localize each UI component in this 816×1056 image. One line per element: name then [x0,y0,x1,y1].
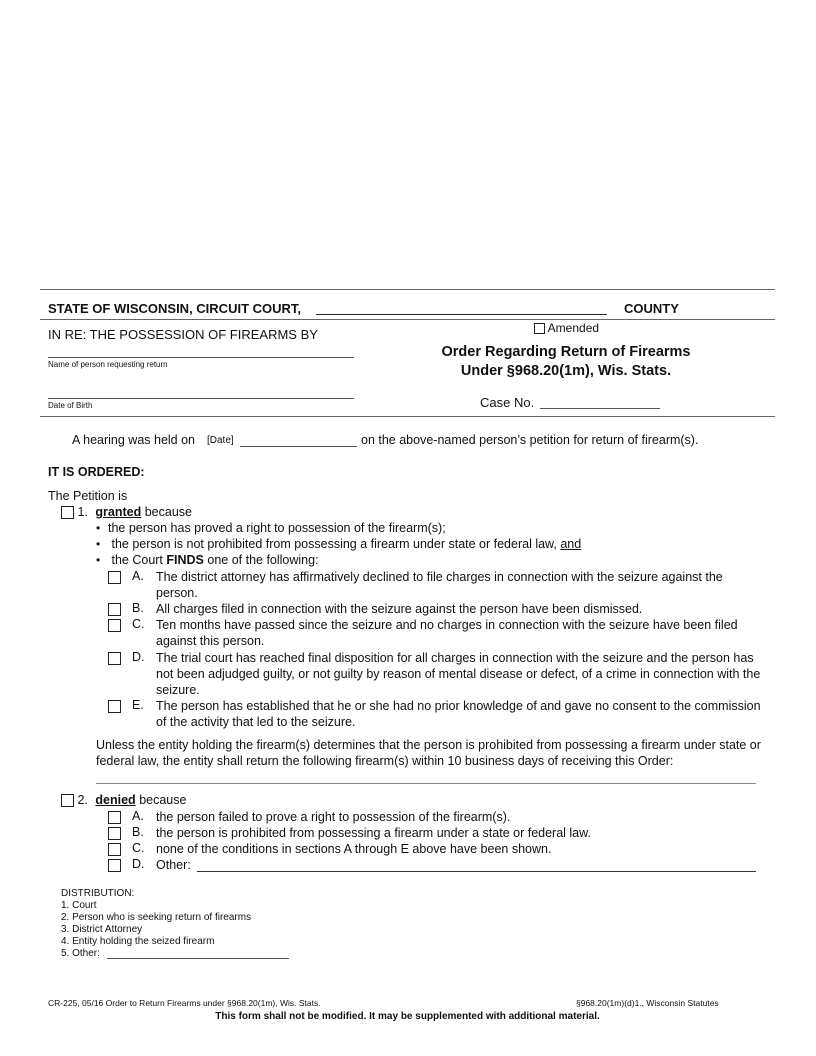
state-court-label: STATE OF WISCONSIN, CIRCUIT COURT, [48,301,302,316]
dob-field-label: Date of Birth [48,401,93,410]
county-name-field[interactable] [316,314,607,315]
denied-option-d-checkbox[interactable] [108,859,121,872]
finds-suffix: one of the following: [207,553,319,567]
denied-option-a-text: the person failed to prove a right to possession of the firearm(s). [156,810,511,824]
footer-statute: §968.20(1m)(d)1., Wisconsin Statutes [576,998,719,1008]
granted-option-c-letter: C. [132,617,145,631]
granted-bullet-3 [96,553,319,567]
form-title-line2: Under §968.20(1m), Wis. Stats. [460,363,672,379]
name-field[interactable] [48,357,354,358]
granted-checkbox[interactable] [61,506,74,519]
unless-paragraph: Unless the entity holding the firearm(s) determines that the person is prohibited from possessing a firearm under state or federal law, the entity shall return the following firearm(s) within 10 business days of receiving this Order: [96,738,761,768]
hearing-date-field[interactable] [240,446,357,447]
denied-option-d-letter: D. [132,857,145,871]
granted-option-d-letter: D. [132,650,145,664]
county-label: COUNTY [624,301,679,316]
petition-is: The Petition is [48,489,128,503]
denied-word: denied [95,793,136,807]
footer-form-id: CR-225, 05/16 Order to Return Firearms under §968.20(1m), Wis. Stats. [48,998,321,1008]
denied-because: because [139,793,187,807]
distribution-title: DISTRIBUTION: [61,888,135,899]
denied-option-a-checkbox[interactable] [108,811,121,824]
dob-field[interactable] [48,398,354,399]
in-re-label: IN RE: THE POSSESSION OF FIREARMS BY [48,327,318,342]
granted-option-e-text: The person has established that he or she had no prior knowledge of and gave no consent to the commission of the activity that led to the seizure. [156,699,761,729]
distribution-other-field[interactable] [107,958,289,959]
header-top-rule [40,289,775,290]
granted-option-c-text: Ten months have passed since the seizure and no charges in connection with the seizure have been filed against this person. [156,618,738,648]
granted-option-b-letter: B. [132,601,144,615]
granted-option-d-checkbox[interactable] [108,652,121,665]
granted-number: 1. [77,505,88,519]
granted-option-b-text: All charges filed in connection with the seizure against the person have been dismissed. [156,602,643,616]
granted-option-a-checkbox[interactable] [108,571,121,584]
header-mid-rule [40,319,775,320]
denied-option-c-text: none of the conditions in sections A through E above have been shown. [156,842,552,856]
distribution-item-3: 3. District Attorney [61,924,143,935]
denied-other-field[interactable] [197,871,756,872]
denied-option-b-letter: B. [132,825,144,839]
denied-option-a-letter: A. [132,809,144,823]
name-field-label: Name of person requesting return [48,360,168,369]
denied-option-b-checkbox[interactable] [108,827,121,840]
header-bottom-rule [40,416,775,417]
amended-label: Amended [547,321,600,335]
amended-option [534,321,599,335]
granted-bullet-2-and: and [560,537,582,551]
denied-option-c-letter: C. [132,841,145,855]
date-placeholder: [Date] [207,435,234,446]
denied-checkbox[interactable] [61,794,74,807]
firearms-list-field[interactable] [96,783,756,784]
hearing-prefix: A hearing was held on [72,433,196,447]
granted-option-e-letter: E. [132,698,144,712]
case-no-field[interactable] [540,408,660,409]
form-title-line1: Order Regarding Return of Firearms [441,344,691,360]
granted-option-c-checkbox[interactable] [108,619,121,632]
granted-because: because [144,505,192,519]
granted-line [61,505,192,519]
hearing-suffix: on the above-named person’s petition for return of firearm(s). [361,433,699,447]
granted-option-d-text: The trial court has reached final disposition for all charges in connection with the seizure and the person has not been adjudged guilty, or not guilty by reason of mental disease or defect, of a crime in connection with the seizure. [156,651,761,697]
granted-bullet-2 [96,537,581,551]
granted-word: granted [95,505,142,519]
granted-bullet-2-text: the person is not prohibited from possessing a firearm under state or federal law, [111,537,557,551]
case-no-label: Case No. [480,395,535,410]
distribution-item-5: 5. Other: [61,948,100,959]
finds-word: FINDS [166,553,204,567]
denied-option-d-text: Other: [156,858,191,872]
denied-option-c-checkbox[interactable] [108,843,121,856]
granted-option-e-checkbox[interactable] [108,700,121,713]
denied-line [61,793,186,807]
denied-number: 2. [77,793,88,807]
amended-checkbox[interactable] [534,323,545,334]
granted-bullet-3-text: the Court [111,553,163,567]
granted-option-a-text: The district attorney has affirmatively declined to file charges in connection with the seizure against the person. [156,570,723,600]
distribution-item-2: 2. Person who is seeking return of firearms [61,912,252,923]
granted-option-b-checkbox[interactable] [108,603,121,616]
granted-bullet-1: • the person has proved a right to possession of the firearm(s); [96,521,446,535]
granted-option-a-letter: A. [132,569,144,583]
distribution-item-4: 4. Entity holding the seized firearm [61,936,215,947]
distribution-item-1: 1. Court [61,900,97,911]
it-is-ordered: IT IS ORDERED: [48,465,145,479]
footer-notice: This form shall not be modified. It may be supplemented with additional material. [215,1011,600,1022]
denied-option-b-text: the person is prohibited from possessing a firearm under a state or federal law. [156,826,591,840]
